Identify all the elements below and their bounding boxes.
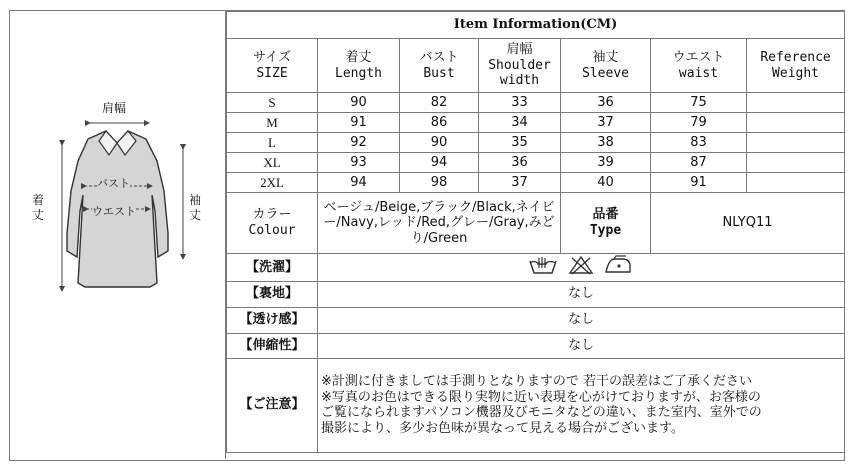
waist-label: ウエスト xyxy=(92,205,136,218)
bust-cell: 94 xyxy=(400,153,479,173)
waist-cell: 83 xyxy=(651,133,747,153)
size-cell: S xyxy=(227,93,318,113)
shoulder-cell: 35 xyxy=(479,133,561,153)
shoulder-cell: 34 xyxy=(479,113,561,133)
bust-cell: 98 xyxy=(400,173,479,193)
length-label: 着丈 xyxy=(32,193,45,222)
table-row xyxy=(227,133,845,153)
care-icons xyxy=(318,254,845,282)
sheer-row xyxy=(227,307,845,333)
lining-row xyxy=(227,281,845,307)
shoulder-label: 肩幅 xyxy=(102,101,127,115)
shoulder-cell: 36 xyxy=(479,153,561,173)
sheer-value: なし xyxy=(318,307,845,333)
waist-cell: 91 xyxy=(651,173,747,193)
weight-cell xyxy=(747,93,845,113)
bust-cell: 90 xyxy=(400,133,479,153)
notice-line: ※計測に付きましては手測りとなりますので 若干の誤差はご了承ください xyxy=(321,373,753,389)
garment-diagram xyxy=(10,11,226,459)
sleeve-label: 袖丈 xyxy=(189,193,202,222)
header-sleeve: 袖丈 Sleeve xyxy=(561,39,651,93)
dress-illustration xyxy=(10,11,225,459)
notice-line: ※写真のお色はできる限り実物に近い表現を心がけておりますが、お客様の xyxy=(321,389,761,405)
weight-cell xyxy=(747,153,845,173)
stretch-row xyxy=(227,333,845,358)
notice-text xyxy=(318,358,845,452)
sleeve-cell: 40 xyxy=(561,173,651,193)
notice-line: 撮影により、多少お色味が異なって見える場合がございます。 xyxy=(321,420,684,436)
weight-cell xyxy=(747,133,845,153)
type-label: 品番 Type xyxy=(561,193,651,254)
wash-label: 【洗濯】 xyxy=(227,254,318,282)
sleeve-cell: 39 xyxy=(561,153,651,173)
table-row xyxy=(227,93,845,113)
size-cell: 2XL xyxy=(227,173,318,193)
header-waist: ウエスト waist xyxy=(651,39,747,93)
length-cell: 94 xyxy=(318,173,400,193)
sleeve-cell: 36 xyxy=(561,93,651,113)
table-title: Item Information(CM) xyxy=(227,12,845,39)
colour-row xyxy=(227,193,845,254)
sleeve-cell: 37 xyxy=(561,113,651,133)
low-iron-icon xyxy=(606,256,630,272)
notice-row xyxy=(227,358,845,452)
care-icons-svg xyxy=(526,254,636,276)
size-cell: XL xyxy=(227,153,318,173)
hand-wash-icon xyxy=(530,257,556,273)
header-length: 着丈 Length xyxy=(318,39,400,93)
shoulder-cell: 37 xyxy=(479,173,561,193)
bust-cell: 86 xyxy=(400,113,479,133)
weight-cell xyxy=(747,113,845,133)
header-row xyxy=(227,39,845,93)
table-row xyxy=(227,173,845,193)
colour-list: ベージュ/Beige,ブラック/Black,ネイビー/Navy,レッド/Red,グレー/Gray,みどり/Green xyxy=(318,193,561,254)
waist-cell: 75 xyxy=(651,93,747,113)
header-shoulder: 肩幅 Shoulder width xyxy=(479,39,561,93)
length-cell: 93 xyxy=(318,153,400,173)
length-cell: 92 xyxy=(318,133,400,153)
bust-label: バスト xyxy=(97,177,130,190)
lining-label: 【裏地】 xyxy=(227,281,318,307)
lining-value: なし xyxy=(318,281,845,307)
colour-label: カラー Colour xyxy=(227,193,318,254)
table-row xyxy=(227,153,845,173)
weight-cell xyxy=(747,173,845,193)
no-bleach-icon xyxy=(570,257,592,274)
header-bust: バスト Bust xyxy=(400,39,479,93)
size-cell: L xyxy=(227,133,318,153)
sleeve-cell: 38 xyxy=(561,133,651,153)
item-information-table xyxy=(226,11,845,453)
header-size: サイズ SIZE xyxy=(227,39,318,93)
header-weight: Reference Weight xyxy=(747,39,845,93)
waist-cell: 87 xyxy=(651,153,747,173)
stretch-value: なし xyxy=(318,333,845,358)
waist-cell: 79 xyxy=(651,113,747,133)
sheer-label: 【透け感】 xyxy=(227,307,318,333)
length-cell: 90 xyxy=(318,93,400,113)
notice-label: 【ご注意】 xyxy=(227,358,318,452)
wash-row xyxy=(227,254,845,282)
bust-cell: 82 xyxy=(400,93,479,113)
table-row xyxy=(227,113,845,133)
type-value: NLYQ11 xyxy=(651,193,845,254)
shoulder-cell: 33 xyxy=(479,93,561,113)
length-cell: 91 xyxy=(318,113,400,133)
size-cell: M xyxy=(227,113,318,133)
notice-line: ご覧になられますパソコン機器及びモニタなどの違い、また室内、室外での xyxy=(321,405,762,421)
stretch-label: 【伸縮性】 xyxy=(227,333,318,358)
